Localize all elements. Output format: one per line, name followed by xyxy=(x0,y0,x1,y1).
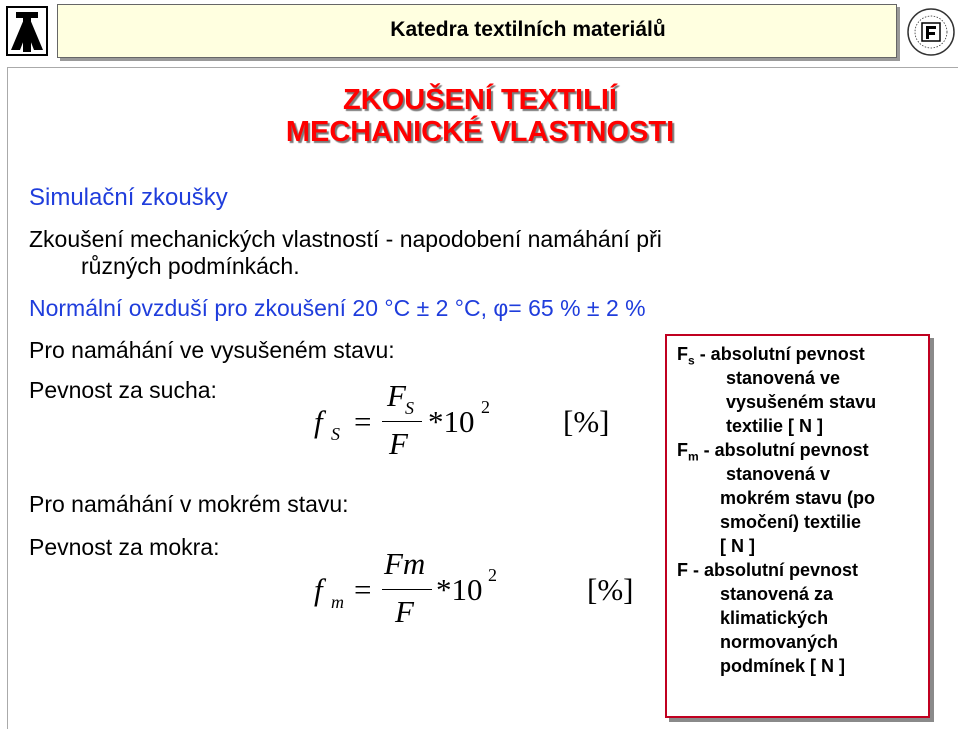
definitions-box xyxy=(665,334,930,718)
formula-dry-denominator: F xyxy=(389,426,408,461)
intro-line-1: Zkoušení mechanických vlastností - napodobení namáhání při xyxy=(29,226,662,252)
header-title: Katedra textilních materiálů xyxy=(390,18,666,41)
def-fs-line3: vysušeném stavu xyxy=(726,392,877,412)
def-fm-sub: m xyxy=(688,449,699,464)
formula-dry-equals: = xyxy=(354,404,372,439)
def-fm-line1 xyxy=(677,440,869,464)
tul-logo-icon xyxy=(6,6,48,56)
formula-dry-numerator-sub: S xyxy=(405,398,414,418)
def-fm-line4: smočení) textilie xyxy=(720,512,862,532)
formula-dry-fraction-bar xyxy=(382,421,422,422)
intro-line-2: různých podmínkách. xyxy=(81,253,300,279)
def-f-line3: klimatických xyxy=(720,608,829,628)
def-fm-line2: stanovená v xyxy=(726,464,831,484)
def-f-line2: stanovená za xyxy=(720,584,834,604)
formula-wet xyxy=(300,548,650,638)
def-fm-line3: mokrém stavu (po xyxy=(720,488,876,508)
def-fm-symbol: F xyxy=(677,440,688,460)
formula-wet-lhs: f xyxy=(314,572,323,607)
slide-title-line2: MECHANICKÉ VLASTNOSTI xyxy=(285,116,675,148)
def-f-line1: F - absolutní pevnost xyxy=(677,560,859,580)
dry-strength-label: Pevnost za sucha: xyxy=(29,377,217,403)
formula-wet-numerator: Fm xyxy=(384,546,426,581)
def-fs-symbol: F xyxy=(677,344,688,364)
header-title-wrap xyxy=(57,4,895,56)
def-fm-line5: [ N ] xyxy=(720,536,755,556)
formula-wet-denominator: F xyxy=(395,594,414,629)
formula-wet-lhs-sub: m xyxy=(331,592,344,612)
formula-dry-lhs-sub: S xyxy=(331,424,340,444)
formula-dry xyxy=(300,380,630,470)
def-fm-text1: - absolutní pevnost xyxy=(698,440,869,460)
formula-dry-numerator: F xyxy=(387,378,406,413)
wet-strength-label: Pevnost za mokra: xyxy=(29,534,220,560)
def-fs-text1: - absolutní pevnost xyxy=(694,344,865,364)
def-f-line5: podmínek [ N ] xyxy=(720,656,845,676)
def-fs-sub: s xyxy=(688,353,695,368)
formula-dry-multiplier: *10 xyxy=(428,404,475,439)
faculty-seal-icon xyxy=(906,4,956,60)
def-fs-line1 xyxy=(677,344,865,368)
subtitle: Simulační zkoušky xyxy=(29,184,228,211)
dry-state-heading: Pro namáhání ve vysušeném stavu: xyxy=(29,337,395,363)
def-f-line4: normovaných xyxy=(720,632,839,652)
wet-state-heading: Pro namáhání v mokrém stavu: xyxy=(29,491,349,517)
formula-wet-multiplier: *10 xyxy=(436,572,483,607)
def-fs-line2: stanovená ve xyxy=(726,368,841,388)
test-conditions: Normální ovzduší pro zkoušení 20 °C ± 2 °C, φ= 65 % ± 2 % xyxy=(29,295,646,321)
formula-wet-unit: [%] xyxy=(587,572,634,607)
def-fs-line4: textilie [ N ] xyxy=(726,416,824,436)
formula-dry-unit: [%] xyxy=(563,404,610,439)
slide-title-line1: ZKOUŠENÍ TEXTILIÍ xyxy=(343,84,617,116)
formula-wet-equals: = xyxy=(354,572,372,607)
formula-wet-fraction-bar xyxy=(382,589,432,590)
formula-wet-exponent: 2 xyxy=(488,565,497,585)
formula-dry-lhs: f xyxy=(314,404,323,439)
formula-dry-exponent: 2 xyxy=(481,397,490,417)
